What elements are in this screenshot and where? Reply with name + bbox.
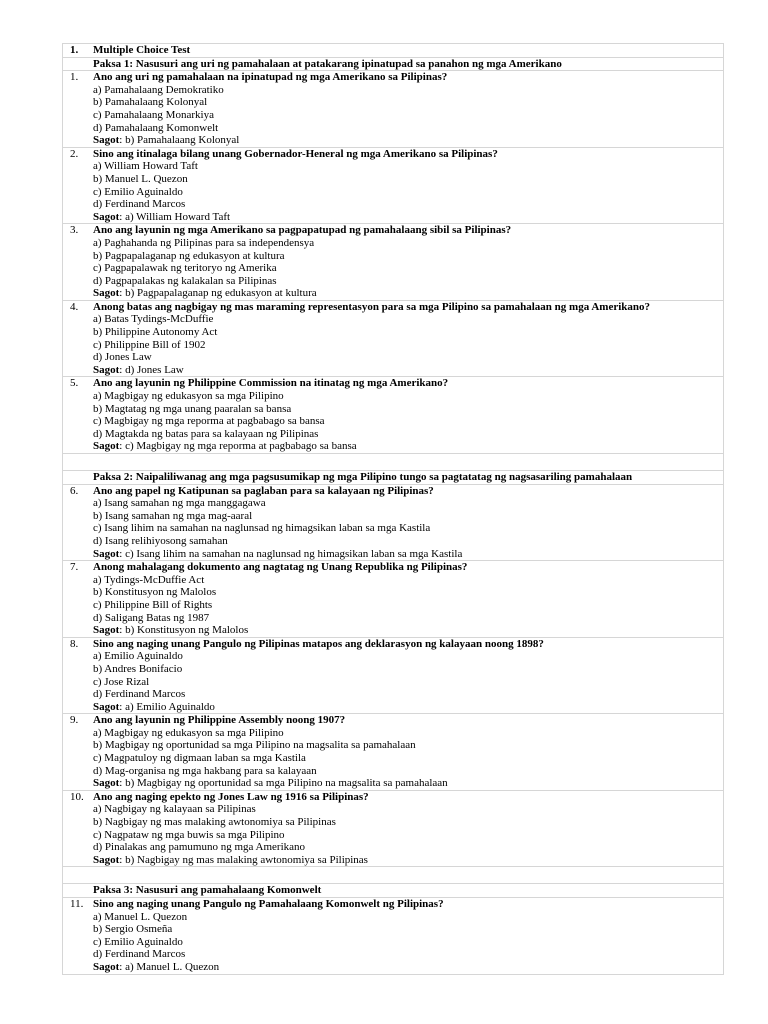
answer-value: : b) Pagpapalaganap ng edukasyon at kultura [119, 287, 317, 300]
answer-line [93, 440, 723, 453]
answer-option: d) Saligang Batas ng 1987 [93, 611, 210, 624]
answer-line [93, 287, 723, 300]
answer-value: : c) Magbigay ng mga reporma at pagbabago sa bansa [119, 440, 357, 453]
answer-line [93, 211, 723, 224]
section-spacer-row [62, 866, 724, 883]
answer-option: b) Philippine Autonomy Act [93, 326, 218, 339]
answer-label: Sagot [93, 700, 120, 713]
question-body [93, 791, 723, 867]
question-text: Ano ang papel ng Katipunan sa paglaban para sa kalayaan ng Pilipinas? [93, 484, 434, 497]
question-number: 10. [70, 790, 84, 803]
question-row [62, 790, 724, 867]
question-body [93, 71, 723, 147]
answer-option: c) Philippine Bill of Rights [93, 598, 213, 611]
question-body [93, 224, 723, 300]
answer-option: a) Isang samahan ng mga manggagawa [93, 497, 266, 510]
question-body [93, 561, 723, 637]
answer-option: c) Emilio Aguinaldo [93, 185, 183, 198]
question-number: 8. [70, 637, 79, 650]
question-text: Sino ang naging unang Pangulo ng Pilipinas matapos ang deklarasyon ng kalayaan noong 1898? [93, 637, 544, 650]
question-number: 1. [70, 71, 79, 84]
section-heading-row [62, 883, 724, 897]
answer-value: : b) Nagbigay ng mas malaking awtonomiya sa Pilipinas [119, 853, 368, 866]
answer-option: b) Manuel L. Quezon [93, 172, 188, 185]
section-heading-row [62, 57, 724, 71]
answer-option: c) Pamahalaang Monarkiya [93, 108, 214, 121]
sections-container [62, 57, 724, 975]
test-number: 1. [70, 44, 79, 56]
question-row [62, 147, 724, 224]
answer-option: b) Konstitusyon ng Malolos [93, 586, 217, 599]
answer-value: : a) Manuel L. Quezon [119, 960, 220, 973]
answer-option: a) Emilio Aguinaldo [93, 650, 183, 663]
answer-option: b) Pamahalaang Kolonyal [93, 96, 208, 109]
answer-option: d) Magtakda ng batas para sa kalayaan ng Pilipinas [93, 427, 319, 440]
answer-option: a) Pamahalaang Demokratiko [93, 83, 224, 96]
question-number: 9. [70, 714, 79, 727]
document-page [62, 43, 724, 975]
answer-option: b) Pagpapalaganap ng edukasyon at kultura [93, 249, 285, 262]
answer-line [93, 548, 723, 561]
answer-line [93, 364, 723, 377]
question-number: 5. [70, 377, 79, 390]
answer-value: : d) Jones Law [119, 363, 184, 376]
answer-option: c) Philippine Bill of 1902 [93, 338, 206, 351]
question-text: Ano ang layunin ng Philippine Assembly noong 1907? [93, 714, 346, 727]
answer-value: : a) Emilio Aguinaldo [119, 700, 215, 713]
question-body [93, 485, 723, 561]
question-number: 11. [70, 898, 84, 910]
answer-option: b) Isang samahan ng mga mag-aaral [93, 509, 253, 522]
question-row [62, 376, 724, 453]
question-text: Sino ang itinalaga bilang unang Gobernador-Heneral ng mga Amerikano sa Pilipinas? [93, 147, 498, 160]
answer-label: Sagot [93, 287, 120, 300]
answer-option: c) Magbigay ng mga reporma at pagbabago sa bansa [93, 415, 325, 428]
question-number: 3. [70, 224, 79, 237]
question-number: 4. [70, 300, 79, 313]
answer-label: Sagot [93, 363, 120, 376]
answer-line [93, 961, 723, 974]
answer-option: c) Isang lihim na samahan na naglunsad ng himagsikan laban sa mga Kastila [93, 522, 431, 535]
answer-value: : b) Magbigay ng oportunidad sa mga Pilipino na magsalita sa pamahalaan [119, 777, 448, 790]
answer-label: Sagot [93, 777, 120, 790]
answer-line [93, 624, 723, 637]
question-number: 2. [70, 147, 79, 160]
answer-line [93, 854, 723, 867]
answer-option: d) Mag-organisa ng mga hakbang para sa kalayaan [93, 764, 317, 777]
answer-value: : c) Isang lihim na samahan na naglunsad ng himagsikan laban sa mga Kastila [119, 547, 463, 560]
answer-option: c) Emilio Aguinaldo [93, 935, 183, 948]
answer-option: a) Batas Tydings-McDuffie [93, 313, 214, 326]
question-body [93, 898, 723, 974]
question-row [62, 300, 724, 377]
question-text: Anong batas ang nagbigay ng mas maraming representasyon para sa mga Pilipino sa pamahalaan ng mga Amerikano? [93, 300, 650, 313]
answer-option: c) Jose Rizal [93, 675, 150, 688]
answer-option: d) Jones Law [93, 351, 152, 364]
answer-option: a) William Howard Taft [93, 160, 198, 173]
answer-option: c) Magpatuloy ng digmaan laban sa mga Kastila [93, 752, 306, 765]
answer-option: d) Ferdinand Marcos [93, 198, 186, 211]
answer-option: d) Pagpapalakas ng kalakalan sa Pilipinas [93, 274, 277, 287]
answer-line [93, 134, 723, 147]
answer-option: d) Pamahalaang Komonwelt [93, 121, 219, 134]
answer-value: : b) Pamahalaang Kolonyal [119, 134, 240, 147]
question-row [62, 484, 724, 561]
question-row [62, 560, 724, 637]
answer-option: d) Isang relihiyosong samahan [93, 534, 228, 547]
answer-label: Sagot [93, 440, 120, 453]
question-text: Ano ang layunin ng Philippine Commission na itinatag ng mga Amerikano? [93, 377, 449, 390]
answer-line [93, 777, 723, 790]
question-text: Ano ang uri ng pamahalaan na ipinatupad ng mga Amerikano sa Pilipinas? [93, 71, 448, 84]
answer-label: Sagot [93, 134, 120, 147]
answer-option: a) Paghahanda ng Pilipinas para sa independensya [93, 236, 315, 249]
answer-option: b) Sergio Osmeña [93, 923, 173, 936]
answer-option: b) Andres Bonifacio [93, 662, 183, 675]
answer-option: d) Pinalakas ang pamumuno ng mga Amerikano [93, 841, 306, 854]
question-body [93, 301, 723, 377]
answer-option: a) Nagbigay ng kalayaan sa Pilipinas [93, 803, 256, 816]
answer-option: d) Ferdinand Marcos [93, 948, 186, 961]
answer-label: Sagot [93, 960, 120, 973]
answer-value: : b) Konstitusyon ng Malolos [119, 624, 249, 637]
section-heading-row [62, 470, 724, 484]
section-heading: Paksa 3: Nasusuri ang pamahalaang Komonwelt [93, 884, 322, 897]
answer-option: c) Pagpapalawak ng teritoryo ng Amerika [93, 262, 277, 275]
question-number: 6. [70, 484, 79, 497]
question-text: Sino ang naging unang Pangulo ng Pamahalaang Komonwelt ng Pilipinas? [93, 898, 444, 910]
question-body [93, 638, 723, 714]
answer-label: Sagot [93, 853, 120, 866]
answer-option: d) Ferdinand Marcos [93, 688, 186, 701]
question-number: 7. [70, 561, 79, 574]
answer-label: Sagot [93, 547, 120, 560]
question-body [93, 148, 723, 224]
question-text: Ano ang naging epekto ng Jones Law ng 1916 sa Pilipinas? [93, 790, 369, 803]
answer-option: a) Tydings-McDuffie Act [93, 573, 205, 586]
question-row [62, 897, 724, 975]
section-heading: Paksa 2: Naipaliliwanag ang mga pagsusumikap ng mga Pilipino tungo sa pagtatatag ng nagsasariling pamahalaan [93, 471, 633, 483]
question-body [93, 377, 723, 453]
answer-option: b) Magtatag ng mga unang paaralan sa bansa [93, 402, 292, 415]
answer-line [93, 701, 723, 714]
question-row [62, 637, 724, 714]
answer-option: b) Nagbigay ng mas malaking awtonomiya sa Pilipinas [93, 816, 336, 829]
answer-option: b) Magbigay ng oportunidad sa mga Pilipino na magsalita sa pamahalaan [93, 739, 416, 752]
answer-option: a) Magbigay ng edukasyon sa mga Pilipino [93, 726, 284, 739]
question-row [62, 70, 724, 147]
question-row [62, 713, 724, 790]
section-heading: Paksa 1: Nasusuri ang uri ng pamahalaan at patakarang ipinatupad sa panahon ng mga Amerikano [93, 57, 562, 70]
answer-option: c) Nagpataw ng mga buwis sa mga Pilipino [93, 828, 285, 841]
test-title: Multiple Choice Test [93, 44, 191, 56]
question-text: Anong mahalagang dokumento ang nagtatag ng Unang Republika ng Pilipinas? [93, 561, 468, 574]
section-spacer-row [62, 453, 724, 470]
answer-value: : a) William Howard Taft [119, 210, 231, 223]
answer-label: Sagot [93, 624, 120, 637]
answer-label: Sagot [93, 210, 120, 223]
question-body [93, 714, 723, 790]
question-row [62, 223, 724, 300]
question-text: Ano ang layunin ng mga Amerikano sa pagpapatupad ng pamahalaang sibil sa Pilipinas? [93, 224, 512, 237]
answer-option: a) Magbigay ng edukasyon sa mga Pilipino [93, 390, 284, 403]
test-title-row [62, 43, 724, 57]
answer-option: a) Manuel L. Quezon [93, 910, 188, 923]
